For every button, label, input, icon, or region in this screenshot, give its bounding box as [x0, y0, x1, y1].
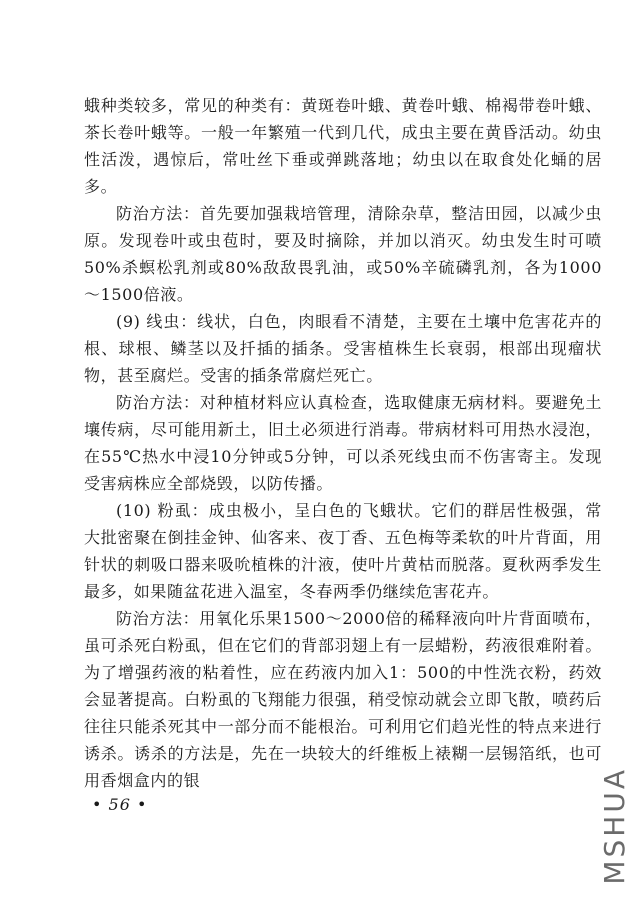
paragraph-nematode: (9) 线虫：线状，白色，肉眼看不清楚，主要在土壤中危害花卉的根、球根、鳞茎以及扦插的插条。受害植株生长衰弱，根部出现瘤状物，甚至腐烂。受害的插条常腐烂死亡。	[84, 312, 602, 385]
page-number: • 56 •	[92, 795, 148, 814]
paragraph-leafroller-continuation: 蛾种类较多，常见的种类有：黄斑卷叶蛾、黄卷叶蛾、棉褐带卷叶蛾、茶长卷叶蛾等。一般一年繁殖一代到几代，成虫主要在黄昏活动。幼虫性活泼，遇惊后，常吐丝下垂或弹跳落地；幼虫以在取食处化蛹的居多。	[84, 96, 602, 196]
page-body	[84, 92, 602, 794]
paragraph-whitefly-control: 防治方法：用氧化乐果1500～2000倍的稀释液向叶片背面喷布，虽可杀死白粉虱，但在它们的背部羽翅上有一层蜡粉，药液很难附着。为了增强药液的粘着性，应在药液内加入1：500的中性洗衣粉，药效会显著提高。白粉虱的飞翔能力很强，稍受惊动就会立即飞散，喷药后往往只能杀死其中一部分而不能根治。可利用它们趋光性的特点来进行诱杀。诱杀的方法是，先在一块较大的纤维板上裱糊一层锡箔纸，也可用香烟盒内的银	[84, 609, 602, 790]
watermark-text: MSHUA	[598, 767, 631, 885]
paragraph-nematode-control: 防治方法：对种植材料应认真检查，选取健康无病材料。要避免土壤传病，尽可能用新土，旧土必须进行消毒。带病材料可用热水浸泡，在55℃热水中浸10分钟或5分钟，可以杀死线虫而不伤害寄主。发现受害病株应全部烧毁，以防传播。	[84, 393, 602, 493]
paragraph-leafroller-control: 防治方法：首先要加强栽培管理，清除杂草，整洁田园，以减少虫原。发现卷叶或虫苞时，要及时摘除，并加以消灭。幼虫发生时可喷50%杀螟松乳剂或80%敌敌畏乳油，或50%辛硫磷乳剂，各为1000～1500倍液。	[84, 204, 602, 304]
paragraph-whitefly: (10) 粉虱：成虫极小，呈白色的飞蛾状。它们的群居性极强，常大批密聚在倒挂金钟、仙客来、夜丁香、五色梅等柔软的叶片背面，用针状的刺吸口器来吸吮植株的汁液，使叶片黄枯而脱落。夏秋两季发生最多，如果随盆花进入温室，冬春两季仍继续危害花卉。	[84, 501, 602, 601]
